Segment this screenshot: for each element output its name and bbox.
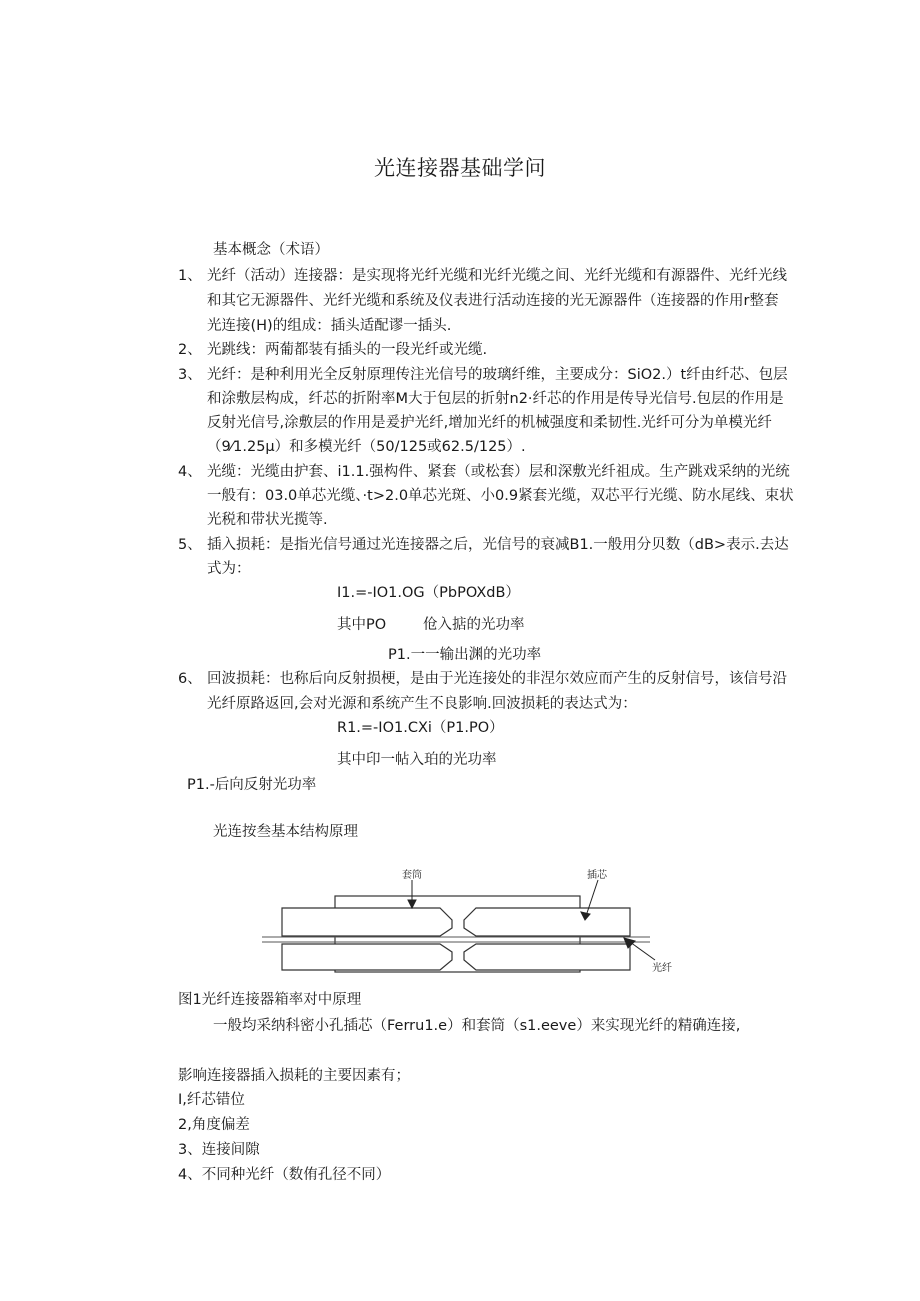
formula1-where-label: 其中PO	[337, 617, 387, 633]
label-fiber: 光纤	[652, 963, 672, 974]
factors-intro: 影响连接器插入损耗的主要因素有；	[178, 1068, 410, 1084]
right-ferrule-bottom	[464, 944, 630, 970]
item-6-line-1: 回波损耗：也称后向反射损梗，是由于光连接处的非涅尔效应而产生的反射信号，该信号沿	[207, 671, 787, 687]
fiber-arrow	[630, 942, 655, 960]
factor-item: I,纤芯错位	[178, 1092, 245, 1108]
left-ferrule-bottom	[282, 944, 452, 970]
item-number: 2、	[178, 342, 202, 358]
factor-item: 2,角度偏差	[178, 1117, 250, 1133]
item-number: 5、	[178, 537, 202, 553]
formula1-where-p1: P1.一一输出渊的光功率	[388, 647, 542, 663]
item-number: 3、	[178, 367, 202, 383]
item-5-line-1: 插入损耗：是指光信号通过光连接器之后，光信号的衰减B1.一般用分贝数（dB>表示.去达	[207, 537, 789, 553]
item-3-line-4: （9⁄1.25μ）和多模光纤（50/125或62.5/125）.	[207, 439, 526, 455]
page-title: 光连接器基础学问	[374, 156, 546, 180]
item-4-line-1: 光缆：光缆由护套、i1.1.强构件、紧套（或松套）层和深敷光纤祖成。生产跳戏采纳的光统	[207, 464, 790, 480]
connector-structure-diagram	[0, 858, 920, 988]
figure-caption: 图1光纤连接器箱率对中原理	[178, 992, 362, 1008]
section-heading-basic-concepts: 基本概念（术语）	[213, 242, 329, 258]
item-1-line-3: 光连接(H)的组成：插头适配谬一插头.	[207, 318, 452, 334]
item-4-line-2: 一般有：03.0单芯光缆、·t>2.0单芯光斑、小0.9紧套光缆，双芯平行光缆、防水尾线、束状	[207, 488, 794, 504]
item-1-line-1: 光纤（活动）连接器：是实现将光纤光缆和光纤光缆之间、光纤光缆和有源器件、光纤光线	[207, 268, 787, 284]
item-number: 1、	[178, 268, 202, 284]
factor-item: 4、不同种光纤（数侑孔径不同）	[178, 1167, 391, 1183]
item-4-line-3: 光税和带状光揽等.	[207, 512, 328, 528]
item-number: 4、	[178, 464, 202, 480]
section-heading-structure: 光连按叁基本结构原理	[213, 824, 358, 840]
item-number: 6、	[178, 671, 202, 687]
right-ferrule-top	[464, 908, 630, 936]
insertion-loss-formula: I1.=-IO1.OG（PbPOXdB）	[337, 585, 520, 601]
label-ferrule: 插芯	[587, 870, 607, 881]
item-2-line-1: 光跳线：两葡都装有插头的一段光纤或光缆.	[207, 342, 488, 358]
item-6-line-2: 光纤原路返回,会对光源和系统产生不良影响.回波损耗的表达式为：	[207, 696, 637, 712]
formula2-where-1: 其中印一帖入珀的光功率	[337, 752, 497, 768]
formula1-where-desc: 伧入掂的光功率	[423, 617, 525, 633]
precision-paragraph: 一般均采纳科密小孔插芯（Ferru1.e）和套筒（s1.eeve）来实现光纤的精确连接,	[213, 1018, 741, 1034]
item-3-line-2: 和涂敷层构成，纤芯的折附率M大于包层的折射n2·纤芯的作用是传导光信号.包层的作用是	[207, 391, 784, 407]
left-ferrule-top	[282, 908, 452, 936]
return-loss-formula: R1.=-IO1.CXi（P1.PO）	[337, 720, 504, 736]
factor-item: 3、连接间隙	[178, 1142, 260, 1158]
item-3-line-3: 反射光信号,涂敷层的作用是爰护光纤,增加光纤的机械强度和柔韧性.光纤可分为单模光纤	[207, 415, 772, 431]
formula2-where-2: P1.-后向反射光功率	[187, 777, 317, 793]
label-sleeve: 套筒	[402, 870, 422, 881]
item-1-line-2: 和其它无源器件、光纤光缆和系统及仪表进行活动连接的光无源器件（连接器的作用r整套	[207, 293, 779, 309]
item-3-line-1: 光纤：是种利用光全反射原理传注光信号的玻璃纤维，主要成分：SiO2.）t纤由纤芯、包层	[207, 367, 788, 383]
item-5-line-2: 式为：	[207, 561, 251, 577]
